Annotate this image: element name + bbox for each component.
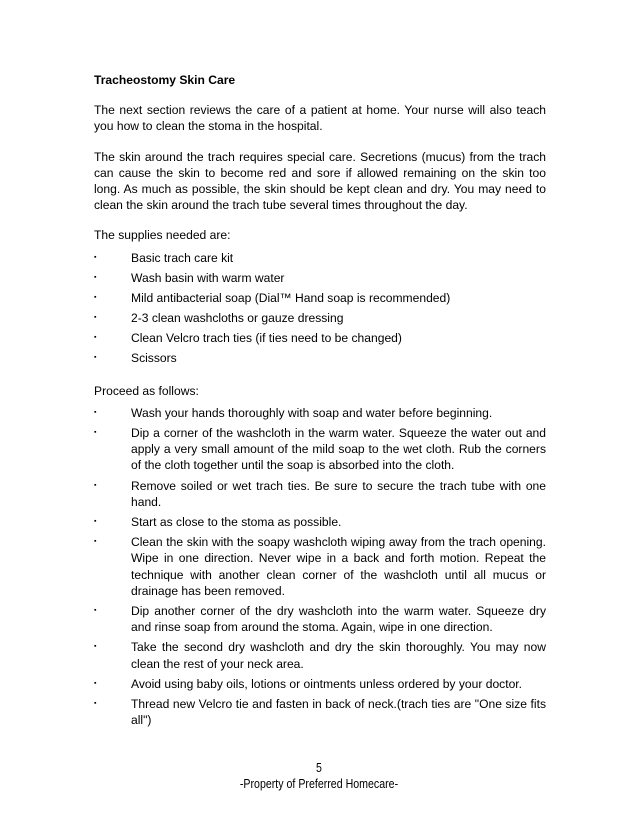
page-number: 5	[316, 761, 322, 775]
section-title: Tracheostomy Skin Care	[94, 73, 236, 87]
bullet-icon: ▪	[94, 481, 97, 489]
supply-item-text: 2-3 clean washcloths or gauze dressing	[131, 310, 344, 325]
steps-intro: Proceed as follows:	[94, 383, 199, 398]
list-item	[94, 405, 546, 421]
bullet-icon: ▪	[94, 253, 97, 261]
bullet-icon: ▪	[94, 273, 97, 281]
supply-item-text: Clean Velcro trach ties (if ties need to be changed)	[131, 330, 402, 345]
section-spacer	[94, 370, 546, 383]
bullet-icon: ▪	[94, 408, 97, 416]
step-text: Avoid using baby oils, lotions or ointments unless ordered by your doctor.	[131, 676, 523, 691]
bullet-icon: ▪	[94, 333, 97, 341]
bullet-icon: ▪	[94, 293, 97, 301]
list-item	[94, 290, 546, 306]
list-item	[94, 534, 546, 599]
supply-item-text: Basic trach care kit	[131, 250, 234, 265]
list-item	[94, 250, 546, 266]
bullet-icon: ▪	[94, 643, 97, 651]
bullet-icon: ▪	[94, 538, 97, 546]
supplies-list	[94, 250, 546, 366]
list-item	[94, 514, 546, 530]
step-text: Remove soiled or wet trach ties. Be sure to secure the trach tube with one hand.	[131, 478, 546, 509]
step-text: Dip a corner of the washcloth in the warm water. Squeeze the water out and apply a very small amount of the mild soap to the wet cloth. Rub the corners of the cloth together until the soap is absorbed into the cloth.	[131, 426, 546, 473]
bullet-icon: ▪	[94, 429, 97, 437]
list-item	[94, 310, 546, 326]
list-item	[94, 330, 546, 346]
supply-item-text: Wash basin with warm water	[131, 270, 285, 285]
bullet-icon: ▪	[94, 518, 97, 526]
footer-property-note: -Property of Preferred Homecare-	[239, 777, 399, 791]
bullet-icon: ▪	[94, 313, 97, 321]
document-body	[94, 72, 546, 732]
step-text: Dip another corner of the dry washcloth into the warm water. Squeeze dry and rinse soap from around the stoma. Again, wipe in one direction.	[131, 604, 546, 635]
bullet-icon: ▪	[94, 607, 97, 615]
bullet-icon: ▪	[94, 353, 97, 361]
skin-care-paragraph: The skin around the trach requires special care. Secretions (mucus) from the trach can cause the skin to become red and sore if allowed remaining on the skin too long. As much as possible, the skin should be kept clean and dry. You may need to clean the skin around the trach tube several times throughout the day.	[94, 149, 546, 213]
bullet-icon: ▪	[94, 700, 97, 708]
step-text: Clean the skin with the soapy washcloth wiping away from the trach opening. Wipe in one direction. Never wipe in a back and forth motion. Repeat the technique with another clean corner of the washcloth until all mucus or drainage has been removed.	[131, 535, 546, 598]
step-text: Wash your hands thoroughly with soap and water before beginning.	[131, 405, 493, 420]
bullet-icon: ▪	[94, 679, 97, 687]
list-item	[94, 350, 546, 366]
list-item	[94, 676, 546, 692]
list-item	[94, 270, 546, 286]
list-item	[94, 478, 546, 510]
list-item	[94, 603, 546, 635]
step-text: Start as close to the stoma as possible.	[131, 515, 342, 530]
steps-list	[94, 405, 546, 729]
supply-item-text: Scissors	[131, 350, 177, 365]
list-item	[94, 696, 546, 728]
supplies-intro: The supplies needed are:	[94, 228, 231, 243]
intro-paragraph: The next section reviews the care of a patient at home. Your nurse will also teach you how to clean the stoma in the hospital.	[94, 103, 546, 134]
step-text: Thread new Velcro tie and fasten in back of neck.(trach ties are "One size fits all")	[131, 697, 546, 728]
step-text: Take the second dry washcloth and dry the skin thoroughly. You may now clean the rest of your neck area.	[131, 640, 546, 671]
list-item	[94, 425, 546, 474]
supply-item-text: Mild antibacterial soap (Dial™ Hand soap is recommended)	[131, 290, 451, 305]
list-item	[94, 639, 546, 671]
